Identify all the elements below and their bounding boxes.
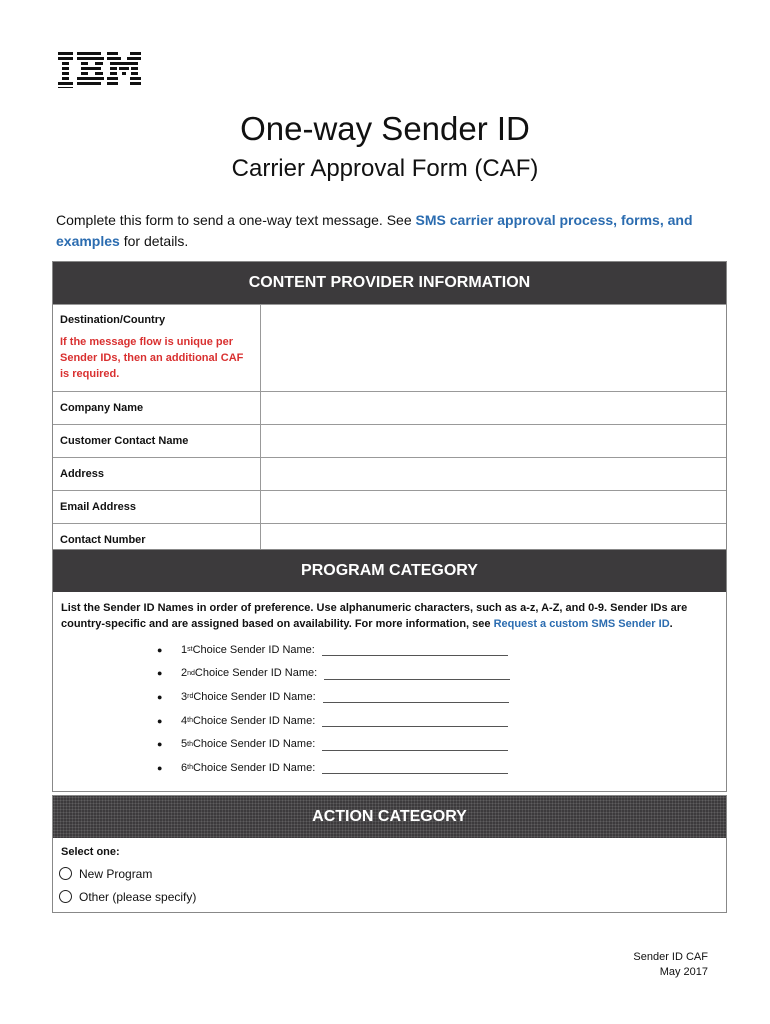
- intro-text: [56, 210, 696, 252]
- choice-num-4: 4: [181, 714, 188, 727]
- bullet-icon: ●: [157, 762, 163, 773]
- choice-input-5[interactable]: [322, 738, 508, 751]
- other-label: Other (please specify): [79, 889, 197, 904]
- choice-sup-3: rd: [187, 693, 194, 701]
- choice-sup-4: th: [187, 717, 193, 725]
- contact-number-label: Contact Number: [53, 524, 261, 556]
- sms-approval-link[interactable]: SMS carrier approval process, forms, and examples: [56, 212, 693, 249]
- instructions-text: List the Sender ID Names in order of preference. Use alphanumeric characters, such as a-z, A-Z, and 0-9. Sender IDs are country-specific and are assigned based on availability. For more information, see: [61, 602, 688, 630]
- email-label: Email Address: [53, 491, 261, 523]
- choice-num-3: 3: [181, 690, 188, 703]
- contact-name-label: Customer Contact Name: [53, 425, 261, 457]
- radio-circle-icon[interactable]: [59, 867, 72, 880]
- choice-item-4: [157, 709, 726, 733]
- choice-sup-5: th: [187, 740, 193, 748]
- address-label: Address: [53, 458, 261, 490]
- destination-row: [53, 304, 726, 391]
- choice-label-2: Choice Sender ID Name:: [194, 667, 318, 680]
- footer-date: May 2017: [659, 966, 708, 978]
- company-name-field[interactable]: [261, 392, 726, 424]
- choice-input-4[interactable]: [322, 714, 508, 727]
- destination-label-cell: [53, 305, 261, 391]
- email-field[interactable]: [261, 491, 726, 523]
- intro-suffix: for details.: [119, 233, 189, 249]
- choice-num-6: 6: [181, 761, 188, 774]
- choice-num-2: 2: [181, 667, 188, 680]
- email-row: [53, 490, 726, 523]
- choice-label-6: Choice Sender ID Name:: [192, 761, 316, 774]
- choice-item-1: [157, 638, 726, 662]
- program-category-header: PROGRAM CATEGORY: [53, 550, 726, 592]
- bullet-icon: ●: [157, 691, 163, 702]
- destination-field[interactable]: [261, 305, 726, 391]
- contact-name-row: [53, 424, 726, 457]
- intro-prefix: Complete this form to send a one-way text message. See: [56, 212, 416, 228]
- sender-id-choices: [53, 638, 726, 780]
- choice-num-1: 1: [181, 643, 188, 656]
- company-name-row: [53, 391, 726, 424]
- choice-input-2[interactable]: [324, 667, 510, 680]
- choice-sup-2: nd: [187, 669, 195, 677]
- choice-sup-1: st: [187, 646, 193, 654]
- program-category-section: [52, 549, 727, 792]
- content-provider-header: CONTENT PROVIDER INFORMATION: [53, 262, 726, 304]
- action-category-header: ACTION CATEGORY: [53, 796, 726, 838]
- choice-item-2: [157, 662, 726, 686]
- company-name-label: Company Name: [53, 392, 261, 424]
- destination-warning: If the message flow is unique per Sender IDs, then an additional CAF is required.: [60, 336, 244, 380]
- content-provider-section: [52, 261, 727, 557]
- choice-sup-6: th: [187, 764, 193, 772]
- contact-name-field[interactable]: [261, 425, 726, 457]
- radio-other[interactable]: [53, 885, 726, 908]
- choice-input-1[interactable]: [322, 643, 508, 656]
- choice-label-5: Choice Sender ID Name:: [192, 738, 316, 751]
- radio-circle-icon[interactable]: [59, 890, 72, 903]
- page-title: One-way Sender ID: [240, 110, 530, 147]
- choice-num-5: 5: [181, 738, 188, 751]
- custom-sender-id-link[interactable]: Request a custom SMS Sender ID: [493, 618, 670, 630]
- destination-label: Destination/Country: [60, 314, 166, 326]
- select-one-label: Select one:: [61, 846, 120, 858]
- footer-doc-name: Sender ID CAF: [633, 951, 708, 963]
- choice-item-5: [157, 732, 726, 756]
- choice-label-3: Choice Sender ID Name:: [193, 690, 316, 703]
- choice-label-1: Choice Sender ID Name:: [192, 643, 315, 656]
- address-row: [53, 457, 726, 490]
- program-instructions: [53, 592, 726, 638]
- choice-input-3[interactable]: [323, 690, 509, 703]
- new-program-label: New Program: [79, 866, 153, 881]
- choice-input-6[interactable]: [322, 761, 508, 774]
- bullet-icon: ●: [157, 644, 163, 655]
- page-subtitle: Carrier Approval Form (CAF): [231, 155, 539, 182]
- choice-item-3: [157, 685, 726, 709]
- ibm-logo: [58, 50, 144, 88]
- radio-new-program[interactable]: [53, 862, 726, 885]
- choice-item-6: [157, 756, 726, 780]
- bullet-icon: ●: [157, 668, 163, 679]
- instructions-suffix: .: [669, 618, 673, 630]
- bullet-icon: ●: [157, 715, 163, 726]
- address-field[interactable]: [261, 458, 726, 490]
- action-category-section: [52, 795, 727, 913]
- bullet-icon: ●: [157, 739, 163, 750]
- choice-label-4: Choice Sender ID Name:: [192, 714, 316, 727]
- footer: [633, 950, 708, 980]
